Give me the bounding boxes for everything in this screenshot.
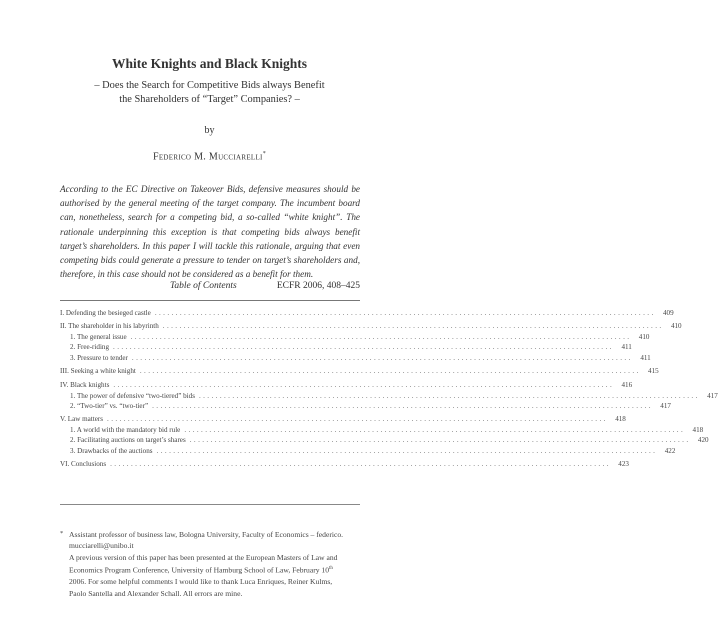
toc-leader-dots: ........................................................................................................................ bbox=[152, 402, 653, 410]
author-footnote-mark: * bbox=[262, 151, 266, 157]
toc-leader-dots: ........................................................................................................................ bbox=[131, 354, 633, 362]
toc-entry bbox=[60, 366, 659, 376]
toc-entry-label: 2. “Two-tier” vs. “two-tier” bbox=[70, 402, 149, 410]
toc-entry-page: 411 bbox=[621, 343, 632, 351]
author bbox=[0, 151, 419, 162]
journal-reference: ECFR 2006, 408–425 bbox=[276, 281, 360, 291]
footnote-text bbox=[60, 529, 360, 599]
toc-entry-label: 2. Free-riding bbox=[70, 343, 110, 351]
toc-entry-label: 1. A world with the mandatory bid rule bbox=[70, 426, 181, 434]
toc-entry-page: 418 bbox=[692, 426, 704, 434]
toc-entry bbox=[60, 446, 676, 456]
toc-entry-label: I. Defending the besieged castle bbox=[60, 309, 151, 317]
by-line: by bbox=[204, 125, 215, 136]
toc-entry-label: 1. The general issue bbox=[70, 333, 127, 341]
footnote-line-6: Paolo Santella and Alexander Schall. All errors are mine. bbox=[69, 588, 243, 598]
subtitle-line-1: – Does the Search for Competitive Bids always Benefit bbox=[94, 80, 325, 91]
toc-entry-page: 418 bbox=[615, 415, 626, 423]
toc-entry bbox=[60, 332, 650, 342]
toc-leader-dots: ........................................................................................................................ bbox=[154, 309, 656, 317]
toc-entry-page: 410 bbox=[638, 333, 650, 341]
toc-entry-label: II. The shareholder in his labyrinth bbox=[60, 322, 159, 330]
footnote-line-4: Economics Program Conference, University of Hamburg School of Law, February 10 bbox=[69, 565, 330, 575]
toc-entry-label: 1. The power of defensive “two-tiered” bids bbox=[70, 392, 195, 400]
toc-leader-dots: ........................................................................................................................ bbox=[113, 343, 614, 351]
toc-entry-page: 411 bbox=[640, 354, 651, 362]
toc-entry-page: 420 bbox=[697, 436, 709, 444]
toc-entry-label: 3. Pressure to tender bbox=[70, 354, 128, 362]
toc-entry-label: IV. Black knights bbox=[60, 381, 110, 389]
abstract: According to the EC Directive on Takeover Bids, defensive measures should be authorised by the general meeting of the target company. The incumbent board can, nonetheless, search for a competing bid, a so-called “white knight”. The rationale underpinning this exception is that competing bids always benefit target’s shareholders. In this paper I will tackle this rationale, arguing that even competing bids could generate a pressure to tender on target’s shareholders and, therefore, in this case should not be considered as a benefit for them. bbox=[60, 184, 360, 280]
toc-entry bbox=[60, 459, 629, 469]
toc-entry bbox=[60, 380, 633, 390]
toc-entry bbox=[60, 308, 674, 318]
toc-entry-label: 3. Drawbacks of the auctions bbox=[70, 447, 153, 455]
subtitle-line-2: the Shareholders of “Target” Companies? – bbox=[119, 93, 300, 105]
toc-entry-page: 415 bbox=[648, 367, 659, 375]
paper-title: White Knights and Black Knights bbox=[111, 56, 308, 71]
toc-entry-page: 422 bbox=[664, 447, 676, 455]
toc-leader-dots: ........................................................................................................................ bbox=[107, 415, 608, 423]
toc-leader-dots: ........................................................................................................................ bbox=[198, 392, 700, 400]
toc-entry bbox=[60, 414, 626, 424]
footnote-mark: * bbox=[60, 530, 64, 537]
toc-entry bbox=[60, 353, 651, 363]
toc-entry bbox=[60, 342, 632, 352]
toc-leader-dots: ........................................................................................................................ bbox=[162, 322, 664, 330]
toc-entry bbox=[60, 425, 704, 435]
toc-leader-dots: ........................................................................................................................ bbox=[113, 381, 615, 389]
footnote-line-5: 2006. For some helpful comments I would like to thank Luca Enriques, Reiner Kulms, bbox=[69, 577, 333, 587]
toc-leader-dots: ........................................................................................................................ bbox=[139, 367, 641, 375]
toc-entry bbox=[60, 401, 671, 411]
toc-entry-label: 2. Facilitating auctions on target’s shares bbox=[70, 436, 186, 444]
footnote bbox=[60, 529, 360, 599]
footnote-line-1: Assistant professor of business law, Bologna University, Faculty of Economics – federico. bbox=[69, 530, 344, 539]
toc-entry-label: III. Seeking a white knight bbox=[60, 367, 136, 375]
toc-entry-label: VI. Conclusions bbox=[60, 460, 107, 468]
author-name: Federico M. Mucciarelli bbox=[153, 151, 263, 163]
toc-leader-dots: ........................................................................................................................ bbox=[110, 460, 611, 468]
footnote-line-3: A previous version of this paper has been presented at the European Masters of Law and bbox=[69, 552, 338, 562]
paper-subtitle bbox=[0, 79, 419, 106]
footnote-superscript: th bbox=[329, 566, 333, 572]
toc-leader-dots: ........................................................................................................................ bbox=[189, 436, 691, 444]
toc-leader-dots: ........................................................................................................................ bbox=[156, 447, 658, 455]
toc-entry-page: 423 bbox=[618, 460, 629, 468]
toc-bottom-rule bbox=[60, 504, 360, 505]
toc-top-rule bbox=[60, 300, 360, 301]
toc-entry-page: 410 bbox=[670, 322, 682, 330]
footnote-email: mucciarelli@unibo.it bbox=[69, 541, 134, 551]
toc-title: Table of Contents bbox=[170, 281, 237, 291]
toc-entry-label: V. Law matters bbox=[60, 415, 104, 423]
toc-entry-page: 416 bbox=[621, 381, 633, 389]
toc-entry-page: 417 bbox=[660, 402, 671, 410]
toc-entry bbox=[60, 435, 709, 445]
toc-leader-dots: ........................................................................................................................ bbox=[130, 333, 632, 341]
toc-entry-page: 417 bbox=[707, 392, 718, 400]
toc-entry bbox=[60, 391, 718, 401]
toc-entry-page: 409 bbox=[662, 309, 674, 317]
toc-header bbox=[60, 281, 360, 295]
toc-entry bbox=[60, 321, 682, 331]
toc-leader-dots: ........................................................................................................................ bbox=[184, 426, 686, 434]
